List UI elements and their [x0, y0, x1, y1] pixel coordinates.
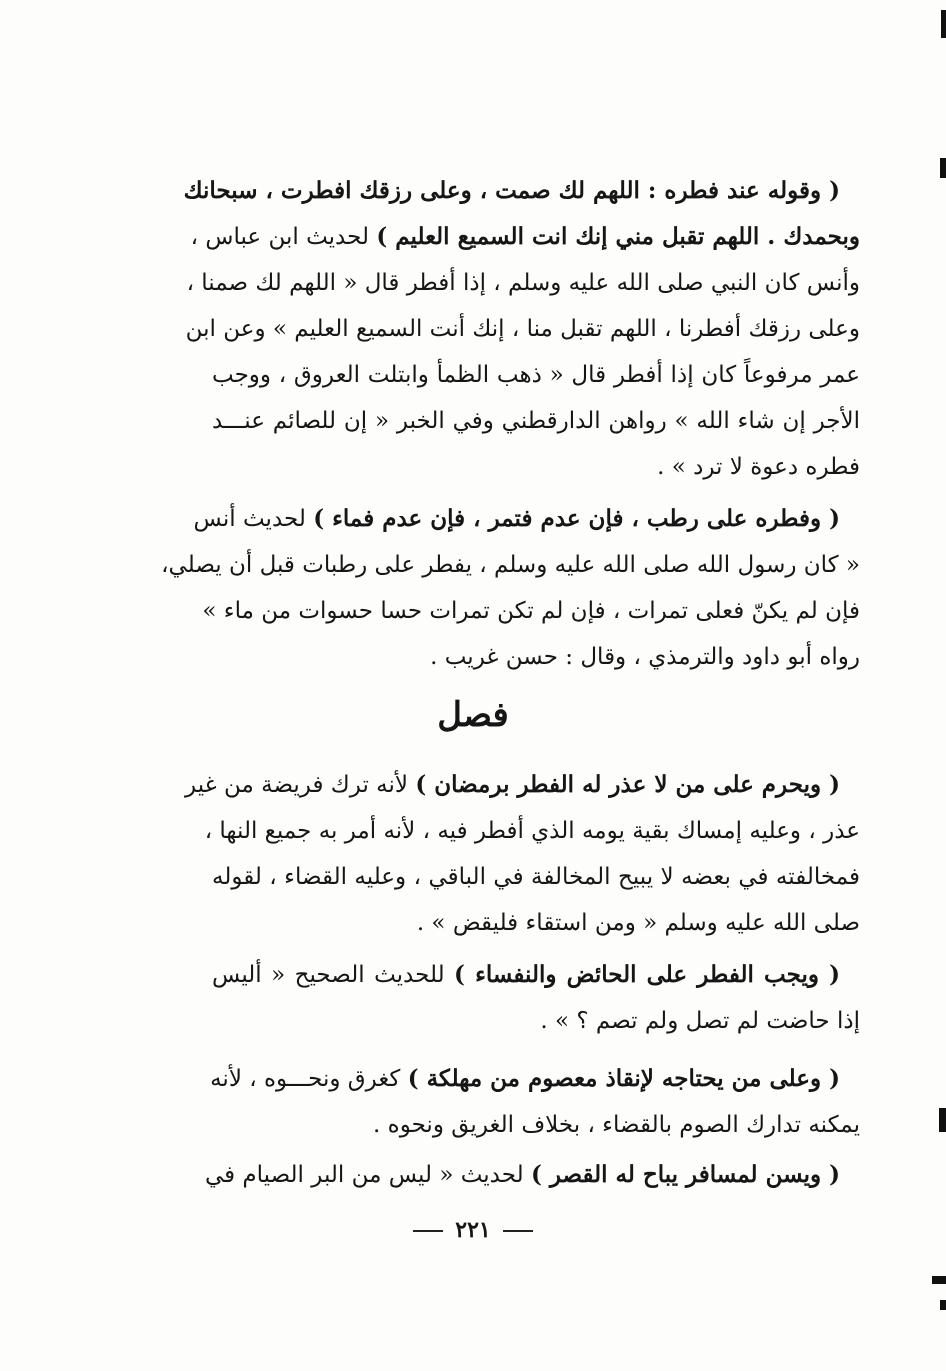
scan-edge-mark: [940, 158, 946, 178]
paragraph-menstruation: [212, 952, 860, 1044]
text-line: [193, 496, 860, 542]
plain-text: عذر ، وعليه إمساك بقية يومه الذي أفطر فيه ، لأنه أمر به جميع النها ،: [204, 818, 860, 844]
text-line: [185, 762, 860, 808]
plain-text: فإن لم يكنّ فعلى تمرات ، فإن لم تكن تمرات حسا حسوات من ماء »: [202, 598, 860, 624]
plain-text: فطره دعوة لا ترد » .: [657, 454, 860, 480]
scan-edge-mark: [939, 1108, 946, 1132]
text-line: [212, 1056, 860, 1102]
text-line: [212, 900, 860, 946]
bold-text: ( وقوله عند فطره : اللهم لك صمت ، وعلى رزقك افطرت ، سبحانك: [183, 177, 840, 204]
text-line: [185, 306, 860, 352]
text-line: [212, 1102, 860, 1148]
text-line: [186, 260, 860, 306]
bold-text: وبحمدك . اللهم تقبل مني إنك انت السميع العليم ): [376, 223, 860, 250]
dash-left: [413, 1230, 443, 1232]
section-heading: فصل: [437, 695, 509, 735]
plain-text: رواه أبو داود والترمذي ، وقال : حسن غريب .: [430, 644, 860, 670]
paragraph-traveler: [204, 1152, 860, 1198]
bold-text: ( ويحرم على من لا عذر له الفطر برمضان ): [415, 771, 840, 798]
paragraph-breaking-fast-dates: [161, 496, 860, 680]
page-number-value: ٢٢١: [455, 1217, 491, 1243]
plain-text: يمكنه تدارك الصوم بالقضاء ، بخلاف الغريق ونحوه .: [373, 1112, 860, 1138]
paragraph-forbidden-breaking-fast: [185, 762, 860, 946]
text-line: [212, 398, 860, 444]
bold-text: ( ويسن لمسافر يباح له القصر ): [530, 1161, 840, 1188]
text-line: [212, 634, 860, 680]
text-line: [212, 352, 860, 398]
page-number: [0, 1212, 946, 1248]
text-line: [212, 952, 860, 998]
plain-text: لحديث أنس: [193, 506, 314, 532]
text-line: [212, 998, 860, 1044]
text-line: [161, 542, 860, 588]
scan-edge-mark: [941, 10, 946, 38]
plain-text: « كان رسول الله صلى الله عليه وسلم ، يفطر على رطبات قبل أن يصلي،: [161, 552, 860, 578]
bold-text: ( ويجب الفطر على الحائض والنفساء ): [454, 961, 840, 988]
paragraph-breaking-fast-supplication: [183, 168, 860, 490]
plain-text: فمخالفته في بعضه لا يبيح المخالفة في الباقي ، وعليه القضاء ، لقوله: [212, 864, 860, 890]
plain-text: عمر مرفوعاً كان إذا أفطر قال « ذهب الظمأ وابتلت العروق ، ووجب: [212, 362, 860, 388]
text-line: [204, 808, 860, 854]
bold-text: ( وفطره على رطب ، فإن عدم فتمر ، فإن عدم فماء ): [313, 505, 840, 532]
text-line: [212, 854, 860, 900]
plain-text: صلى الله عليه وسلم « ومن استقاء فليقض » .: [416, 910, 860, 936]
bold-text: ( وعلى من يحتاجه لإنقاذ معصوم من مهلكة ): [407, 1065, 840, 1092]
paragraph-rescue: [212, 1056, 860, 1148]
plain-text: للحديث الصحيح « أليس: [212, 962, 455, 988]
text-line: [202, 588, 860, 634]
plain-text: وعلى رزقك أفطرنا ، اللهم تقبل منا ، إنك أنت السميع العليم » وعن ابن: [185, 316, 860, 342]
scan-edge-mark: [932, 1276, 946, 1284]
plain-text: لأنه ترك فريضة من غير: [185, 772, 416, 798]
text-line: [183, 168, 860, 214]
text-line: [204, 1152, 860, 1198]
plain-text: كغرق ونحـــوه ، لأنه: [210, 1066, 408, 1092]
plain-text: إذا حاضت لم تصل ولم تصم ؟ » .: [540, 1008, 860, 1034]
plain-text: لحديث « ليس من البر الصيام في: [204, 1162, 531, 1188]
text-line: [190, 214, 860, 260]
text-line: [212, 444, 860, 490]
plain-text: لحديث ابن عباس ،: [190, 224, 377, 250]
plain-text: الأجر إن شاء الله » رواهن الدارقطني وفي الخبر « إن للصائم عنـــد: [212, 408, 860, 434]
scan-edge-mark: [940, 1300, 946, 1310]
plain-text: وأنس كان النبي صلى الله عليه وسلم ، إذا أفطر قال « اللهم لك صمنا ،: [186, 270, 860, 296]
dash-right: [503, 1230, 533, 1232]
